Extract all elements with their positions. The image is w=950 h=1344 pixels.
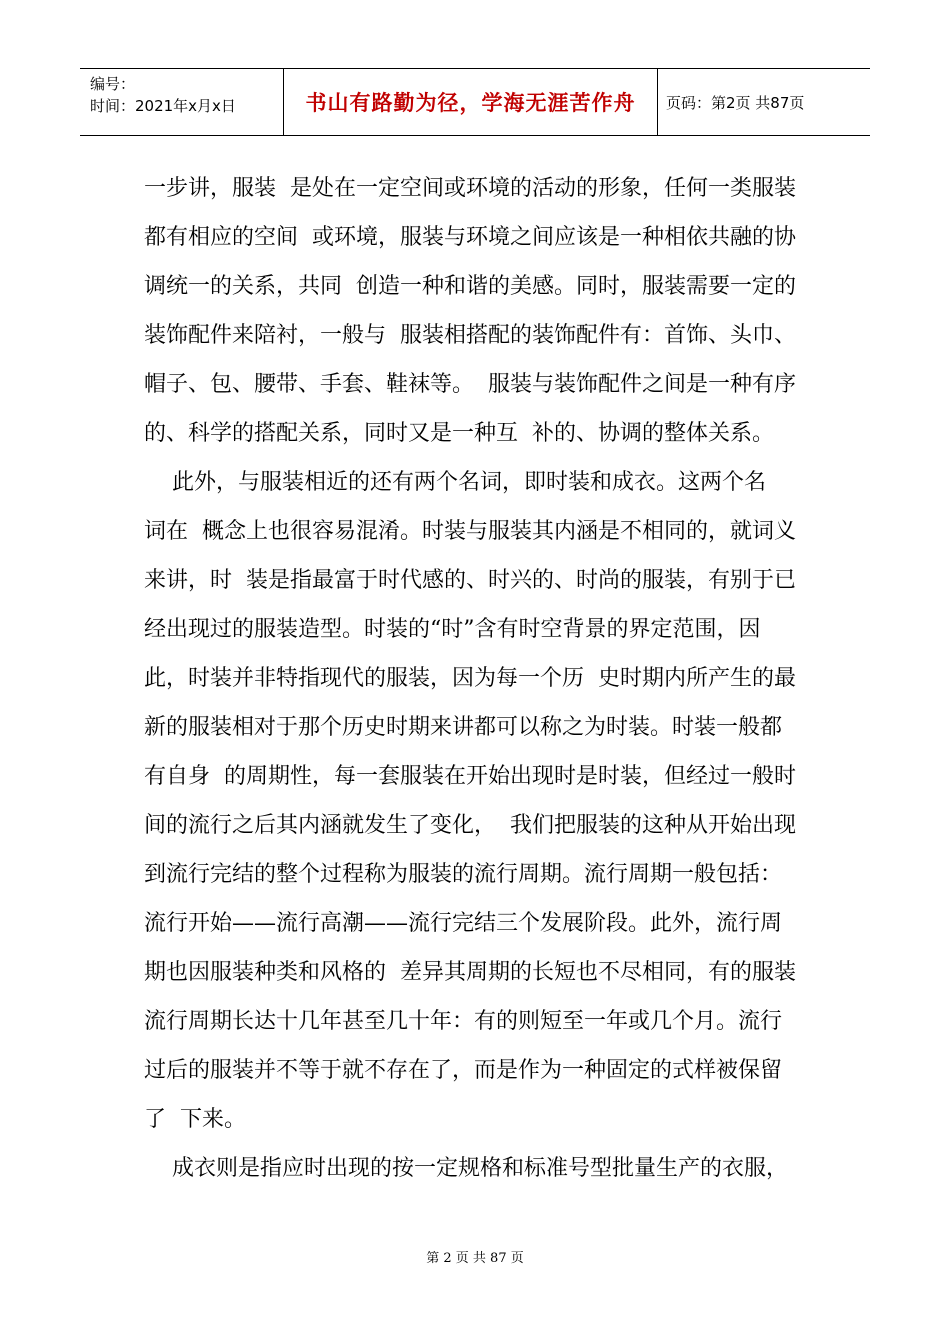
text-line: 帽子、包、腰带、手套、鞋袜等。 服装与装饰配件之间是一种有序 <box>144 372 796 397</box>
text-line: 此外，与服装相近的还有两个名词，即时装和成衣。这两个名 <box>144 470 766 495</box>
text-line: 一步讲，服装 是处在一定空间或环境的活动的形象，任何一类服装 <box>144 176 796 201</box>
text-line: 新的服装相对于那个历史时期来讲都可以称之为时装。时装一般都 <box>144 715 783 740</box>
number-label: 编号： <box>90 75 136 93</box>
text-line: 过后的服装并不等于就不存在了，而是作为一种固定的式样被保留 <box>144 1058 783 1083</box>
text-line: 都有相应的空间 或环境，服装与环境之间应该是一种相依共融的协 <box>144 225 796 250</box>
text-line: 流行开始——流行高潮——流行完结三个发展阶段。此外，流行周 <box>144 911 783 936</box>
page-footer: 第 2 页 共 87 页 <box>426 1251 524 1266</box>
header-meta <box>80 69 284 135</box>
date-label: 时间：2021年x月x日 <box>90 97 236 115</box>
text-line: 间的流行之后其内涵就发生了变化， 我们把服装的这种从开始出现 <box>144 813 796 838</box>
text-line: 期也因服装种类和风格的 差异其周期的长短也不尽相同，有的服装 <box>144 960 796 985</box>
text-line: 到流行完结的整个过程称为服装的流行周期。流行周期一般包括： <box>144 862 783 887</box>
header-motto-cell <box>284 69 658 135</box>
page-code: 页码：第2页 共87页 <box>666 93 805 112</box>
page-header <box>80 68 870 136</box>
text-line: 流行周期长达十几年甚至几十年：有的则短至一年或几个月。流行 <box>144 1009 783 1034</box>
text-line: 来讲，时 装是指最富于时代感的、时兴的、时尚的服装，有别于已 <box>144 568 796 593</box>
text-line: 成衣则是指应时出现的按一定规格和标准号型批量生产的衣服， <box>144 1156 788 1181</box>
text-line: 有自身 的周期性，每一套服装在开始出现时是时装，但经过一般时 <box>144 764 796 789</box>
text-line: 此，时装并非特指现代的服装，因为每一个历 史时期内所产生的最 <box>144 666 796 691</box>
document-body <box>144 164 812 1193</box>
motto: 书山有路勤为径，学海无涯苦作舟 <box>305 91 636 115</box>
header-page-cell <box>658 69 870 135</box>
text-line: 装饰配件来陪衬，一般与 服装相搭配的装饰配件有：首饰、头巾、 <box>144 323 796 348</box>
text-line: 经出现过的服装造型。时装的“时”含有时空背景的界定范围，因 <box>144 617 761 642</box>
text-line: 词在 概念上也很容易混淆。时装与服装其内涵是不相同的，就词义 <box>144 519 796 544</box>
text-line: 的、科学的搭配关系，同时又是一种互 补的、协调的整体关系。 <box>144 421 774 446</box>
text-line: 调统一的关系，共同 创造一种和谐的美感。同时，服装需要一定的 <box>144 274 796 299</box>
text-line: 了 下来。 <box>144 1107 246 1132</box>
